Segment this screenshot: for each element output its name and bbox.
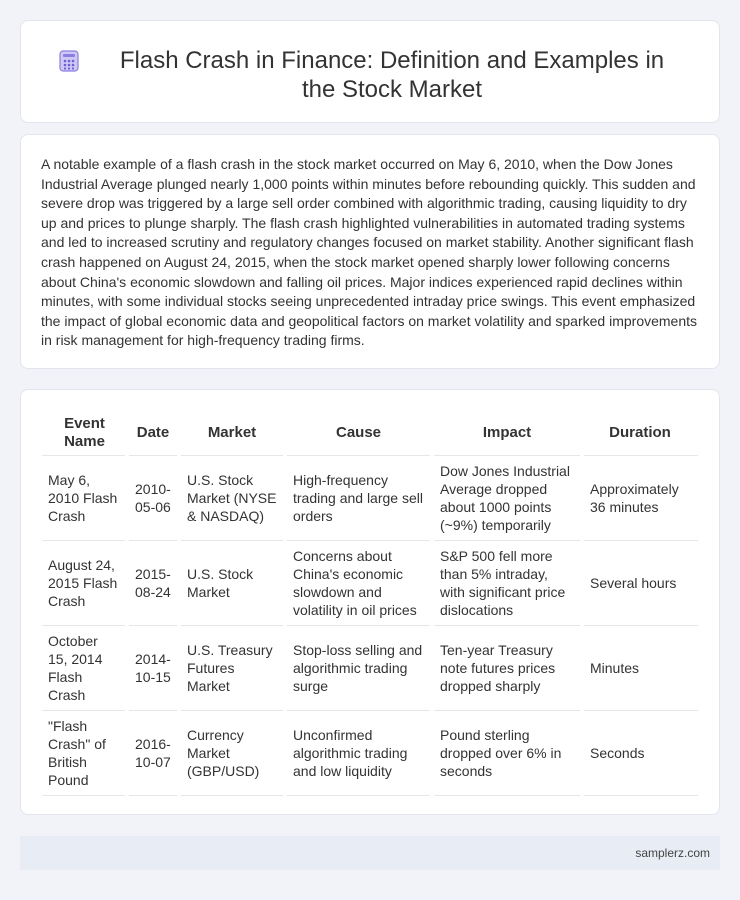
cell-date: 2014-10-15 [127, 626, 179, 711]
flash-crash-table [42, 411, 698, 796]
header-impact: Impact [432, 411, 582, 456]
cell-cause: Concerns about China's economic slowdown and volatility in oil prices [285, 541, 432, 626]
cell-cause: Stop-loss selling and algorithmic trading surge [285, 626, 432, 711]
cell-impact: Pound sterling dropped over 6% in seconds [432, 711, 582, 796]
page-title: Flash Crash in Finance: Definition and Examples in the Stock Market [119, 47, 665, 103]
header-card [20, 20, 720, 123]
cell-date: 2015-08-24 [127, 541, 179, 626]
cell-market: U.S. Stock Market [179, 541, 285, 626]
cell-duration: Approximately 36 minutes [582, 456, 698, 541]
header-event-name: Event Name [42, 411, 127, 456]
cell-cause: Unconfirmed algorithmic trading and low liquidity [285, 711, 432, 796]
header-market: Market [179, 411, 285, 456]
header-duration: Duration [582, 411, 698, 456]
cell-cause: High-frequency trading and large sell orders [285, 456, 432, 541]
table-card [20, 389, 720, 815]
header-cause: Cause [285, 411, 432, 456]
table-header-row [42, 411, 698, 456]
cell-duration: Several hours [582, 541, 698, 626]
footer-bar [20, 836, 720, 870]
cell-event-name: August 24, 2015 Flash Crash [42, 541, 127, 626]
table-row [42, 541, 698, 626]
cell-duration: Minutes [582, 626, 698, 711]
cell-date: 2010-05-06 [127, 456, 179, 541]
description-paragraph: A notable example of a flash crash in the stock market occurred on May 6, 2010, when the Dow Jones Industrial Average plunged nearly 1,000 points within minutes before rebounding quickly. This sudden and severe drop was triggered by a large sell order combined with algorithmic trading, causing liquidity to dry up and prices to plunge sharply. The flash crash highlighted vulnerabilities in automated trading systems and led to increased scrutiny and regulatory changes focused on market stability. Another significant flash crash happened on August 24, 2015, when the stock market opened sharply lower following concerns about China's economic slowdown and falling oil prices. Major indices experienced rapid declines within minutes, with some individual stocks seeing unprecedented intraday price swings. This event emphasized the impact of global economic data and geopolitical factors on market volatility and sparked improvements in risk management for high-frequency trading firms. [41, 156, 698, 349]
footer-site-link[interactable]: samplerz.com [635, 846, 710, 860]
cell-impact: Dow Jones Industrial Average dropped about 1000 points (~9%) temporarily [432, 456, 582, 541]
cell-impact: Ten-year Treasury note futures prices dropped sharply [432, 626, 582, 711]
cell-market: U.S. Treasury Futures Market [179, 626, 285, 711]
header-date: Date [127, 411, 179, 456]
cell-event-name: "Flash Crash" of British Pound [42, 711, 127, 796]
cell-event-name: May 6, 2010 Flash Crash [42, 456, 127, 541]
cell-market: U.S. Stock Market (NYSE & NASDAQ) [179, 456, 285, 541]
table-row [42, 711, 698, 796]
cell-event-name: October 15, 2014 Flash Crash [42, 626, 127, 711]
cell-impact: S&P 500 fell more than 5% intraday, with significant price dislocations [432, 541, 582, 626]
calculator-icon [58, 50, 80, 72]
cell-market: Currency Market (GBP/USD) [179, 711, 285, 796]
table-row [42, 456, 698, 541]
cell-duration: Seconds [582, 711, 698, 796]
description-card [20, 134, 720, 369]
cell-date: 2016-10-07 [127, 711, 179, 796]
table-row [42, 626, 698, 711]
